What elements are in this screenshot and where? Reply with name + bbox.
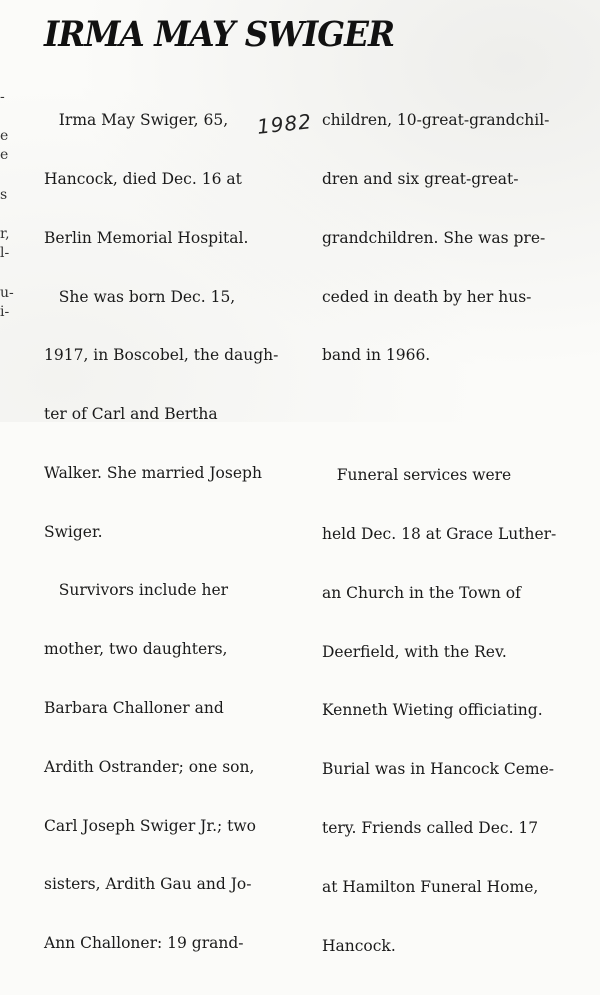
margin-fragment <box>0 68 20 88</box>
margin-fragment: - <box>0 88 5 105</box>
text-line: Carl Joseph Swiger Jr.; two <box>44 816 256 835</box>
text-line: She was born Dec. 15, <box>44 287 236 306</box>
text-line: sisters, Ardith Gau and Jo- <box>44 875 252 894</box>
margin-text-fragments <box>0 68 20 323</box>
margin-fragment: s <box>0 186 8 203</box>
text-line: Funeral services were <box>322 466 512 485</box>
text-line: Burial was in Hancock Ceme- <box>322 760 555 779</box>
text-line: Walker. She married Joseph <box>44 463 262 482</box>
text-line: held Dec. 18 at Grace Luther- <box>322 525 557 544</box>
text-line: dren and six great-great- <box>322 169 519 188</box>
margin-fragment: i- <box>0 304 10 321</box>
text-line: ceded in death by her hus- <box>322 287 532 306</box>
text-line: grandchildren. She was pre- <box>322 228 546 247</box>
text-line: at Hamilton Funeral Home, <box>322 877 539 896</box>
margin-fragment <box>0 107 20 127</box>
margin-fragment: u- <box>0 284 14 301</box>
text-line: tery. Friends called Dec. 17 <box>322 818 539 837</box>
text-line: Kenneth Wieting officiating. <box>322 701 543 720</box>
text-line: ter of Carl and Bertha <box>44 405 218 424</box>
obituary-left-column <box>44 72 278 993</box>
paragraph-spacer <box>322 405 556 427</box>
text-line: Irma May Swiger, 65, <box>44 111 229 130</box>
margin-fragment: l- <box>0 245 10 262</box>
margin-fragment: e <box>0 127 9 144</box>
text-line: Hancock. <box>322 936 396 955</box>
text-line: Berlin Memorial Hospital. <box>44 228 249 247</box>
text-line: Survivors include her <box>44 581 229 600</box>
handwritten-year-note: 1982 <box>255 109 314 139</box>
text-line: 1917, in Boscobel, the daugh- <box>44 346 279 365</box>
text-line: an Church in the Town of <box>322 583 521 602</box>
margin-fragment <box>0 166 20 186</box>
text-line: Deerfield, with the Rev. <box>322 642 507 661</box>
text-line: Ann Challoner: 19 grand- <box>44 934 244 953</box>
obituary-right-column <box>322 72 556 995</box>
text-line: children, 10-great-grandchil- <box>322 111 550 130</box>
text-line: band in 1966. <box>322 346 431 365</box>
text-line: mother, two daughters, <box>44 640 228 659</box>
text-line: Swiger. <box>44 522 103 541</box>
text-line: Barbara Challoner and <box>44 699 224 717</box>
margin-fragment <box>0 264 20 284</box>
margin-fragment: r, <box>0 225 10 242</box>
margin-fragment: e <box>0 147 9 164</box>
margin-fragment <box>0 205 20 225</box>
text-line: Hancock, died Dec. 16 at <box>44 169 242 188</box>
text-line: Ardith Ostrander; one son, <box>44 757 255 776</box>
obituary-headline: IRMA MAY SWIGER <box>44 14 395 55</box>
